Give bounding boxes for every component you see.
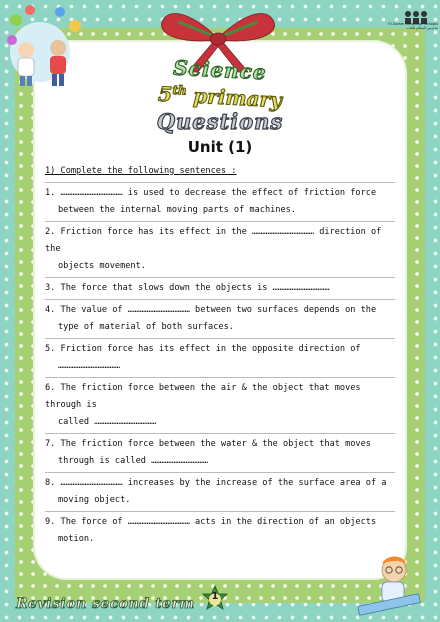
school-logo-icon — [370, 6, 438, 58]
question-divider — [45, 299, 395, 300]
question-line: called ……………………………… — [58, 417, 157, 427]
question-line: 4. The value of ……………………………… between two surfaces depends on the — [45, 305, 377, 315]
question-line: 5. Friction force has its effect in the opposite direction of — [45, 344, 361, 354]
grade-suffix: th — [172, 82, 188, 98]
question-line: between the internal moving parts of machines. — [58, 205, 296, 215]
page-number: 1 — [211, 591, 219, 602]
section-divider — [45, 182, 395, 183]
section-heading: 1) Complete the following sentences : — [45, 166, 237, 176]
question-item — [45, 475, 395, 509]
unit-title: Unit (1) — [187, 138, 253, 156]
question-divider — [45, 338, 395, 339]
question-line: through is called …………………………… — [58, 456, 209, 466]
question-line: 3. The force that slows down the objects is …………………………… — [45, 283, 330, 293]
logo-text-line: مدارس السلام للغات — [406, 26, 438, 31]
question-item — [45, 514, 395, 548]
question-line: objects movement. — [58, 261, 146, 271]
question-item — [45, 185, 395, 219]
question-item — [45, 380, 395, 431]
question-line: ……………………………… — [58, 361, 121, 371]
question-divider — [45, 511, 395, 512]
question-line: moving object. — [58, 495, 131, 505]
question-item — [45, 436, 395, 470]
questions-section — [45, 163, 395, 550]
question-line: motion. — [58, 534, 95, 544]
grade-number: 5 — [157, 81, 173, 107]
kids-science-illustration — [0, 0, 92, 100]
grade-word: primary — [192, 83, 283, 113]
question-divider — [45, 433, 395, 434]
question-item — [45, 280, 395, 297]
boy-with-ruler-illustration — [354, 548, 424, 618]
question-line: 6. The friction force between the air & the object that moves through is — [45, 383, 361, 410]
question-divider — [45, 472, 395, 473]
question-divider — [45, 277, 395, 278]
title-science: Science — [172, 55, 268, 85]
question-item — [45, 224, 395, 275]
question-item — [45, 341, 395, 375]
school-logo-text — [372, 22, 438, 31]
question-line: 7. The friction force between the water & the object that moves — [45, 439, 371, 449]
question-item — [45, 302, 395, 336]
title-questions: Questions — [156, 109, 284, 134]
question-line: 8. ……………………………… increases by the increase of the surface area of a — [45, 478, 387, 488]
question-divider — [45, 377, 395, 378]
question-line: 1. ……………………………… is used to decrease the effect of friction force — [45, 188, 377, 198]
title-art — [130, 52, 310, 134]
question-line: type of material of both surfaces. — [58, 322, 234, 332]
question-line: 2. Friction force has its effect in the ……………………………… direction of the — [45, 227, 382, 254]
question-divider — [45, 221, 395, 222]
logo-text-line: El-Salam Language Schools — [388, 22, 438, 26]
question-line: 9. The force of ……………………………… acts in the direction of an objects — [45, 517, 377, 527]
revision-footer-text: Revision second term — [16, 596, 195, 612]
